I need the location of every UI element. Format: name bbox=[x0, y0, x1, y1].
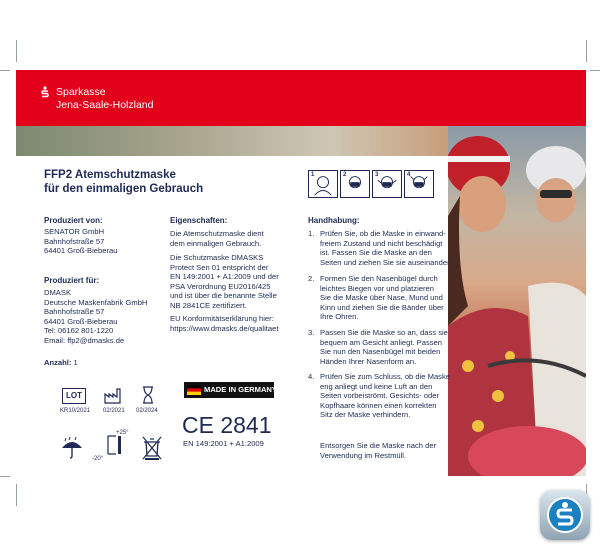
text-line: Die Atemschutzmaske dient bbox=[170, 229, 264, 238]
text-line: Kopfhaare können einen korrekten bbox=[320, 400, 437, 410]
hourglass-icon bbox=[141, 386, 155, 404]
sparkasse-logo-icon bbox=[540, 490, 590, 540]
made-in-germany-badge bbox=[184, 382, 277, 398]
text-line: Prüfen Sie, ob die Maske in einwand- bbox=[320, 229, 446, 238]
crop-mark bbox=[0, 476, 10, 477]
step-icon bbox=[404, 170, 434, 198]
max-temperature: +25° bbox=[116, 430, 129, 436]
disposal-note bbox=[320, 441, 436, 460]
address-line: Bahnhofstraße 57 bbox=[44, 307, 105, 317]
text-line: Die Schutzmaske DMASKS bbox=[170, 253, 264, 262]
title-line-1: FFP2 Atemschutzmaske bbox=[44, 169, 176, 181]
sparkasse-app-icon[interactable] bbox=[540, 490, 590, 540]
amount-label: Anzahl: bbox=[44, 358, 72, 367]
produced-by-address bbox=[44, 227, 117, 256]
text-line: Seiten und ziehen Sie sie auseinander. bbox=[320, 257, 452, 267]
made-in-text: MADE IN GERMANY bbox=[204, 385, 277, 394]
lot-icon: LOT bbox=[62, 388, 86, 404]
step-number: 3 bbox=[375, 172, 379, 178]
title-line-2: für den einmaligen Gebrauch bbox=[44, 183, 204, 195]
text-line: leichtes Biegen vor und platzieren bbox=[320, 283, 434, 293]
min-temperature: -20° bbox=[92, 456, 104, 462]
crop-mark bbox=[16, 40, 17, 62]
step-number: 2 bbox=[343, 172, 347, 178]
text-line: und ist über die benannte Stelle bbox=[170, 291, 277, 301]
amount bbox=[44, 358, 78, 368]
address-line: 64401 Groß-Bieberau bbox=[44, 246, 118, 256]
phone: Tel: 06162 801-1220 bbox=[44, 326, 114, 336]
address-line: Deutsche Maskenfabrik GmbH bbox=[44, 297, 148, 307]
text-line: Sie nun den Nasenbügel mit beiden bbox=[320, 347, 441, 357]
text-line: Ihre Ohren. bbox=[320, 312, 359, 322]
mask-leaflet bbox=[16, 70, 586, 476]
handling-step-icons bbox=[308, 170, 436, 198]
address-line: 64401 Groß-Bieberau bbox=[44, 316, 118, 326]
text-line: Verwendung im Restmüll. bbox=[320, 450, 407, 460]
factory-icon bbox=[104, 388, 124, 404]
address-line: SENATOR GmbH bbox=[44, 227, 105, 236]
text-line: Prüfen Sie zum Schluss, ob die Maske bbox=[320, 372, 450, 381]
produced-for-heading: Produziert für: bbox=[44, 276, 100, 285]
step-number: 2. bbox=[308, 274, 315, 283]
ce-mark: CE 2841 bbox=[182, 412, 272, 438]
text-line: Entsorgen Sie die Maske nach der bbox=[320, 441, 437, 450]
text-line: Seiten vorbeiströmt. Gesichts- oder bbox=[320, 391, 440, 401]
step-number: 4 bbox=[407, 172, 411, 178]
brand-region: Jena-Saale-Holzland bbox=[56, 99, 154, 111]
manufacture-date: 02/2021 bbox=[103, 408, 125, 414]
text-line: EU Konformitätserklärung hier: bbox=[170, 314, 274, 323]
lot-number: KR10/2021 bbox=[60, 408, 91, 414]
properties-paragraph-1 bbox=[170, 229, 264, 248]
info-panel bbox=[32, 156, 452, 476]
text-line: Formen Sie den Nasenbügel durch bbox=[320, 274, 438, 283]
brand-name: Sparkasse bbox=[56, 86, 106, 98]
ce-norm: EN 149:2001 + A1:2009 bbox=[183, 439, 264, 448]
crop-mark bbox=[590, 70, 600, 71]
text-line: eng anliegt und keine Luft an den bbox=[320, 381, 433, 391]
step-icon bbox=[340, 170, 370, 198]
conformity-link[interactable]: https://www.dmasks.de/qualitaet bbox=[170, 323, 279, 333]
step-icon bbox=[372, 170, 402, 198]
crop-mark bbox=[0, 70, 10, 71]
expiry-date: 02/2024 bbox=[136, 408, 158, 414]
text-line: Sie die Maske über Nase, Mund und bbox=[320, 293, 443, 303]
address-line: Bahnhofstraße 57 bbox=[44, 236, 105, 246]
handling-heading: Handhabung: bbox=[308, 216, 360, 225]
email: Email: ffp2@dmasks.de bbox=[44, 335, 125, 345]
amount-value: 1 bbox=[73, 358, 78, 367]
text-line: Protect Sen 01 entspricht der bbox=[170, 262, 269, 272]
german-flag-icon bbox=[187, 385, 201, 395]
text-line: EN 149:2001 + A1:2009 und der bbox=[170, 272, 279, 282]
produced-for-address bbox=[44, 288, 147, 346]
trash-bin-icon bbox=[142, 436, 162, 460]
properties-paragraph-3 bbox=[170, 314, 278, 333]
step-number: 4. bbox=[308, 372, 315, 381]
text-line: bequem am Gesicht anliegt. Passen bbox=[320, 337, 442, 347]
text-line: freiem Zustand und nicht beschädigt bbox=[320, 238, 443, 248]
text-line: Passen Sie die Maske so an, dass sie bbox=[320, 328, 448, 337]
text-line: PSA Verordnung EU2016/425 bbox=[170, 281, 271, 291]
text-line: ist. Fassen Sie die Maske an den bbox=[320, 248, 432, 258]
text-line: Sitz der Maske verhindern. bbox=[320, 410, 411, 420]
text-line: Kinn und ziehen Sie die Bänder über bbox=[320, 302, 444, 312]
step-icon bbox=[308, 170, 338, 198]
scooter-couple-photo bbox=[448, 126, 586, 476]
step-number: 1. bbox=[308, 229, 315, 238]
produced-by-heading: Produziert von: bbox=[44, 216, 103, 225]
crop-mark bbox=[16, 484, 17, 506]
text-line: NB 2841CE zertifiziert. bbox=[170, 300, 247, 310]
product-title bbox=[44, 168, 203, 196]
crop-mark bbox=[586, 40, 587, 62]
photo-illustration bbox=[448, 126, 586, 476]
properties-heading: Eigenschaften: bbox=[170, 216, 228, 225]
text-line: Händen Ihrer Nasenform an. bbox=[320, 356, 417, 366]
thermometer-icon bbox=[104, 432, 130, 462]
properties-paragraph-2 bbox=[170, 253, 279, 311]
step-number: 1 bbox=[311, 172, 315, 178]
step-number: 3. bbox=[308, 328, 315, 337]
sparkasse-logo-icon bbox=[40, 86, 50, 100]
umbrella-icon bbox=[60, 436, 84, 460]
address-line: DMASK bbox=[44, 288, 72, 297]
text-line: dem einmaligen Gebrauch. bbox=[170, 238, 262, 248]
